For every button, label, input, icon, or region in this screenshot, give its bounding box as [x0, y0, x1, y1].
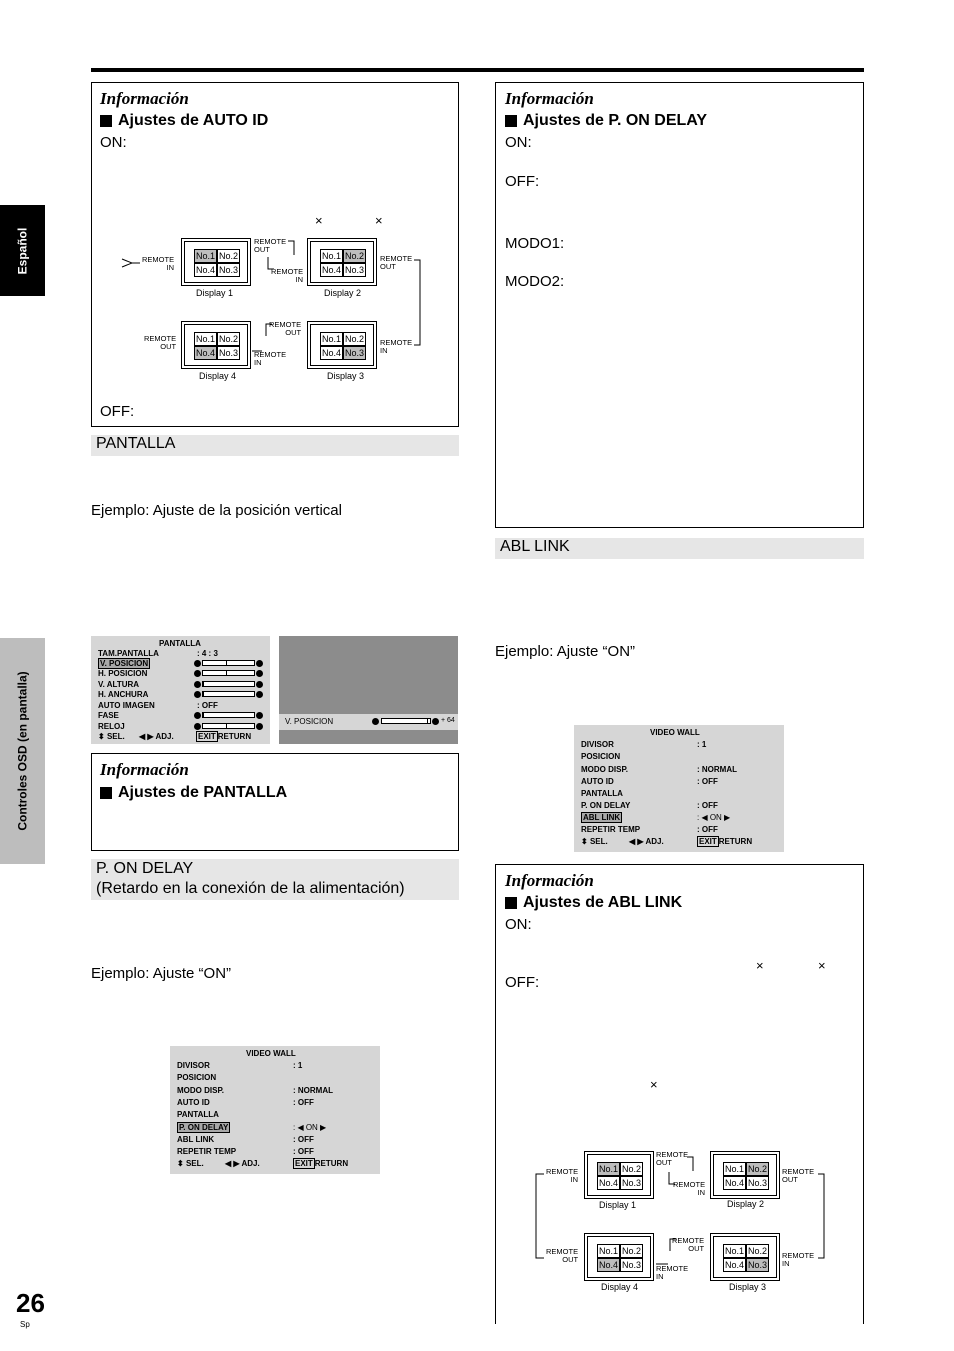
menu-footer-exit: EXIT RETURN	[699, 837, 753, 846]
info-heading: Información	[505, 89, 594, 108]
display-label: Display 1	[599, 1200, 637, 1210]
display-unit	[181, 238, 251, 286]
display-unit	[710, 1233, 780, 1281]
remote-out-label: REMOTE OUT	[254, 237, 287, 254]
menu-footer-adj: ◀ ▶ ADJ.	[225, 1159, 260, 1168]
menu-row[interactable]: PANTALLA	[177, 1110, 219, 1119]
plus-icon	[256, 660, 263, 667]
square-bullet-icon	[505, 115, 517, 127]
cell-no1: No.1	[598, 1164, 618, 1174]
preview-value: + 64	[441, 717, 455, 724]
cell-no3: No.3	[621, 1260, 641, 1270]
times-symbol: ×	[756, 958, 764, 973]
menu-row[interactable]: H. ANCHURA	[98, 690, 149, 699]
minus-icon	[194, 712, 201, 719]
menu-footer: ⬍ SEL.	[98, 732, 125, 741]
remote-in-label: REMOTE IN	[142, 255, 175, 272]
menu-value: : OFF	[197, 701, 218, 710]
menu-row[interactable]: TAM.PANTALLA	[98, 649, 159, 658]
menu-footer: ⬍ SEL.	[581, 837, 608, 846]
abl-info-box	[495, 864, 864, 1324]
menu-row-selected[interactable]: V. POSICION	[100, 659, 149, 668]
menu-value: : 1	[293, 1061, 303, 1070]
preview-label: V. POSICION	[285, 717, 334, 726]
cell-no1: No.1	[321, 334, 341, 344]
menu-row[interactable]: REPETIR TEMP	[581, 825, 641, 834]
menu-row[interactable]: AUTO ID	[581, 777, 614, 786]
menu-value: : 1	[697, 740, 707, 749]
minus-icon	[194, 670, 201, 677]
remote-out-label: REMOTE OUT	[380, 254, 413, 271]
plus-icon	[256, 712, 263, 719]
cell-no4: No.4	[598, 1178, 618, 1188]
abl-example: Ejemplo: Ajuste “ON”	[495, 643, 636, 660]
pondelay-info-box	[495, 82, 864, 528]
menu-row[interactable]: V. ALTURA	[98, 680, 140, 689]
cell-no2: No.2	[747, 1246, 767, 1256]
video-wall-osd-menu	[574, 725, 784, 852]
cell-no2: No.2	[344, 334, 364, 344]
times-symbol: ×	[650, 1077, 658, 1092]
menu-title: VIDEO WALL	[650, 728, 700, 737]
display-label: Display 2	[324, 288, 362, 298]
remote-in-label: REMOTE IN	[254, 350, 287, 367]
minus-icon	[194, 723, 201, 730]
remote-out-label: REMOTE OUT	[546, 1247, 579, 1264]
cell-no2: No.2	[621, 1164, 641, 1174]
remote-in-label: REMOTE IN	[656, 1264, 689, 1281]
cell-no3: No.3	[344, 348, 364, 358]
cell-no3: No.3	[218, 265, 238, 275]
modo2-label: MODO2:	[505, 273, 565, 290]
display-unit	[710, 1151, 780, 1199]
cell-no2: No.2	[344, 251, 364, 261]
cell-no4: No.4	[195, 348, 215, 358]
top-rule	[91, 68, 864, 72]
pantalla-info-box	[91, 753, 459, 851]
remote-out-label: REMOTE OUT	[144, 334, 177, 351]
screen-preview	[279, 636, 458, 744]
menu-value: : OFF	[697, 801, 718, 810]
cell-no1: No.1	[724, 1246, 744, 1256]
menu-value: : OFF	[697, 825, 718, 834]
info-heading: Información	[100, 760, 189, 779]
pantalla-section-bar: PANTALLA	[91, 435, 459, 456]
cell-no2: No.2	[218, 251, 238, 261]
remote-out-label: REMOTE OUT	[672, 1236, 705, 1253]
page-lang-code: Sp	[20, 1320, 30, 1329]
menu-row[interactable]: POSICION	[581, 752, 621, 761]
menu-footer: ⬍ SEL.	[177, 1159, 204, 1168]
menu-row[interactable]: POSICION	[177, 1073, 217, 1082]
display-unit	[181, 321, 251, 369]
video-wall-osd-menu	[170, 1046, 380, 1174]
display-unit	[307, 321, 377, 369]
on-label: ON:	[505, 916, 532, 933]
pondelay-section-bar: P. ON DELAY (Retardo en la conexión de la alimentación)	[91, 859, 459, 900]
section-tab: Controles OSD (en pantalla)	[0, 638, 45, 864]
cell-no3: No.3	[747, 1178, 767, 1188]
cell-no2: No.2	[621, 1246, 641, 1256]
display-label: Display 3	[327, 371, 365, 381]
remote-out-label: REMOTE OUT	[269, 320, 302, 337]
pantalla-osd-menu	[91, 636, 270, 744]
info-subtitle: Ajustes de ABL LINK	[505, 894, 682, 912]
page-number: 26	[16, 1288, 45, 1318]
remote-in-label: REMOTE IN	[546, 1167, 579, 1184]
menu-value[interactable]: : ◀ ON ▶	[293, 1123, 327, 1132]
times-symbol: ×	[818, 958, 826, 973]
menu-value: : NORMAL	[697, 765, 737, 774]
menu-title: PANTALLA	[159, 639, 201, 648]
pantalla-example: Ejemplo: Ajuste de la posición vertical	[91, 502, 342, 519]
plus-icon	[256, 681, 263, 688]
cell-no4: No.4	[724, 1178, 744, 1188]
menu-row[interactable]: DIVISOR	[177, 1061, 210, 1070]
minus-icon	[194, 681, 201, 688]
menu-row[interactable]: MODO DISP.	[177, 1086, 224, 1095]
menu-row-selected[interactable]: ABL LINK	[583, 813, 621, 822]
square-bullet-icon	[100, 787, 112, 799]
off-label: OFF:	[505, 173, 540, 190]
language-tab: Español	[0, 205, 45, 296]
menu-footer-exit: EXIT RETURN	[198, 732, 252, 741]
cell-no4: No.4	[321, 265, 341, 275]
auto-id-info-box	[91, 82, 459, 427]
cell-no3: No.3	[344, 265, 364, 275]
abl-section-bar: ABL LINK	[495, 538, 864, 559]
cell-no4: No.4	[724, 1260, 744, 1270]
menu-footer-adj: ◀ ▶ ADJ.	[139, 732, 174, 741]
menu-row[interactable]: DIVISOR	[581, 740, 614, 749]
off-label: OFF:	[505, 974, 540, 991]
menu-title: VIDEO WALL	[246, 1049, 296, 1058]
menu-row[interactable]: MODO DISP.	[581, 765, 628, 774]
on-label: ON:	[505, 134, 532, 151]
on-label: ON:	[100, 134, 127, 151]
menu-value[interactable]: : ◀ ON ▶	[697, 813, 731, 822]
cell-no1: No.1	[321, 251, 341, 261]
menu-row[interactable]: AUTO ID	[177, 1098, 210, 1107]
cell-no2: No.2	[218, 334, 238, 344]
remote-out-label: REMOTE OUT	[656, 1150, 689, 1167]
cell-no4: No.4	[598, 1260, 618, 1270]
remote-in-label: REMOTE IN	[271, 267, 304, 284]
off-label: OFF:	[100, 403, 135, 420]
display-unit	[584, 1233, 654, 1281]
menu-value: : OFF	[697, 777, 718, 786]
plus-icon	[256, 691, 263, 698]
menu-row[interactable]: H. POSICION	[98, 669, 148, 678]
display-label: Display 4	[199, 371, 237, 381]
remote-out-label: REMOTE OUT	[782, 1167, 815, 1184]
menu-row[interactable]: RELOJ	[98, 722, 125, 731]
cell-no1: No.1	[598, 1246, 618, 1256]
remote-in-label: REMOTE IN	[380, 338, 413, 355]
display-label: Display 2	[727, 1199, 765, 1209]
times-symbol: ×	[315, 213, 323, 228]
cell-no3: No.3	[218, 348, 238, 358]
plus-icon	[432, 718, 439, 725]
cell-no1: No.1	[195, 334, 215, 344]
info-subtitle: Ajustes de PANTALLA	[100, 784, 287, 802]
display-label: Display 1	[196, 288, 234, 298]
info-subtitle: Ajustes de P. ON DELAY	[505, 112, 707, 130]
menu-value: : NORMAL	[293, 1086, 333, 1095]
cell-no2: No.2	[747, 1164, 767, 1174]
cell-no1: No.1	[195, 251, 215, 261]
remote-in-label: REMOTE IN	[673, 1180, 706, 1197]
pondelay-example: Ejemplo: Ajuste “ON”	[91, 965, 232, 982]
info-subtitle: Ajustes de AUTO ID	[100, 112, 268, 130]
display-unit	[584, 1151, 654, 1199]
minus-icon	[372, 718, 379, 725]
minus-icon	[194, 660, 201, 667]
plus-icon	[256, 723, 263, 730]
menu-row[interactable]: P. ON DELAY	[581, 801, 631, 810]
cell-no1: No.1	[724, 1164, 744, 1174]
menu-footer-exit: EXIT RETURN	[295, 1159, 349, 1168]
plus-icon	[256, 670, 263, 677]
menu-footer-adj: ◀ ▶ ADJ.	[629, 837, 664, 846]
minus-icon	[194, 691, 201, 698]
menu-row-selected[interactable]: P. ON DELAY	[179, 1123, 229, 1132]
display-unit	[307, 238, 377, 286]
cell-no4: No.4	[195, 265, 215, 275]
menu-row[interactable]: PANTALLA	[581, 789, 623, 798]
remote-in-label: REMOTE IN	[782, 1251, 815, 1268]
menu-row[interactable]: REPETIR TEMP	[177, 1147, 237, 1156]
times-symbol: ×	[375, 213, 383, 228]
menu-row[interactable]: FASE	[98, 711, 119, 720]
menu-row[interactable]: AUTO IMAGEN	[98, 701, 155, 710]
cell-no3: No.3	[747, 1260, 767, 1270]
info-heading: Información	[505, 871, 594, 890]
cell-no4: No.4	[321, 348, 341, 358]
menu-value: : OFF	[293, 1147, 314, 1156]
display-label: Display 3	[729, 1282, 767, 1292]
menu-value: : 4 : 3	[197, 649, 218, 658]
display-label: Display 4	[601, 1282, 639, 1292]
menu-value: : OFF	[293, 1135, 314, 1144]
info-heading: Información	[100, 89, 189, 108]
cell-no3: No.3	[621, 1178, 641, 1188]
menu-row[interactable]: ABL LINK	[177, 1135, 215, 1144]
menu-value: : OFF	[293, 1098, 314, 1107]
modo1-label: MODO1:	[505, 235, 565, 252]
